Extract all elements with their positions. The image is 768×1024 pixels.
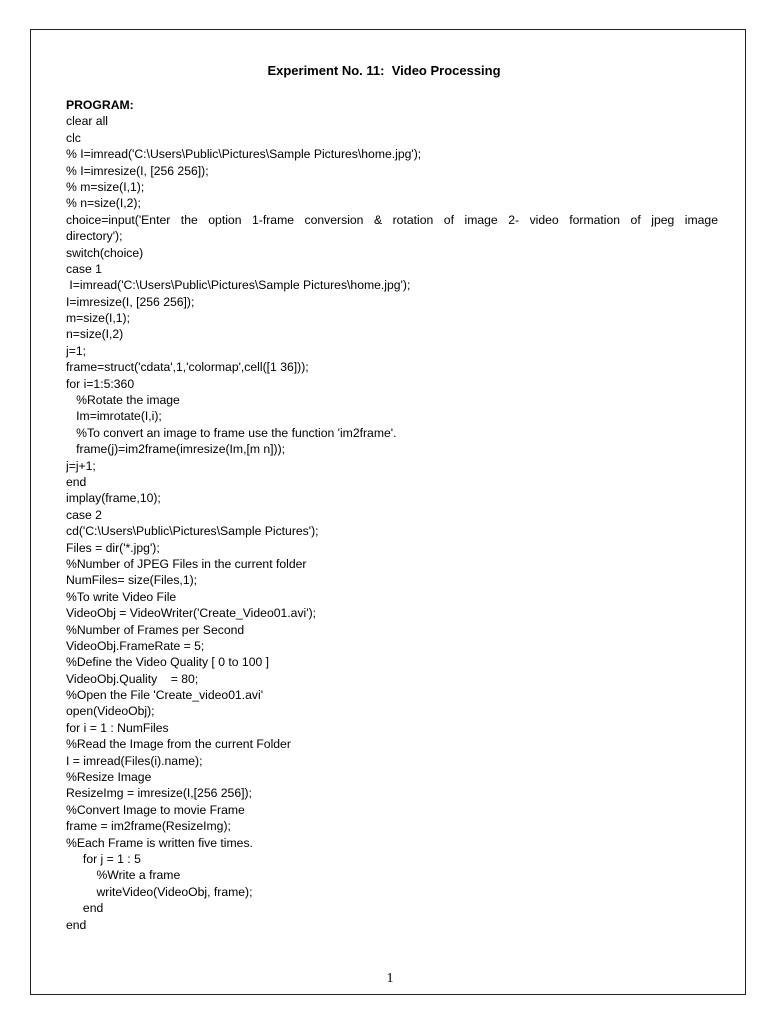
code-line: % m=size(I,1); [66,179,145,194]
code-line: ResizeImg = imresize(I,[256 256]); [66,786,252,801]
code-line: j=1; [66,343,86,358]
code-line: %Number of Frames per Second [66,622,245,637]
code-line: %Define the Video Quality [ 0 to 100 ] [66,655,270,670]
code-line: clear all [66,114,108,129]
program-label: PROGRAM: [66,98,134,112]
code-line: %Read the Image from the current Folder [66,737,291,752]
code-line: cd('C:\Users\Public\Pictures\Sample Pictures'); [66,524,319,539]
code-line: %Write a frame [66,868,181,883]
code-line: end [66,901,104,916]
code-line: frame=struct('cdata',1,'colormap',cell([1 36])); [66,360,309,375]
code-line: implay(frame,10); [66,491,161,506]
code-line: switch(choice) [66,245,144,260]
code-line: frame = im2frame(ResizeImg); [66,819,231,834]
code-line: Im=imrotate(I,i); [66,409,162,424]
code-line: clc [66,130,81,145]
code-line: frame(j)=im2frame(imresize(Im,[m n])); [66,442,286,457]
code-line: % I=imread('C:\Users\Public\Pictures\Sample Pictures\home.jpg'); [66,147,422,162]
code-line: %Convert Image to movie Frame [66,802,245,817]
code-line: Files = dir('*.jpg'); [66,540,160,555]
code-line: %Resize Image [66,770,152,785]
code-line: %Number of JPEG Files in the current folder [66,556,307,571]
code-line: writeVideo(VideoObj, frame); [66,884,253,899]
code-line: end [66,474,87,489]
code-line: % n=size(I,2); [66,196,141,211]
code-line: %Rotate the image [66,393,180,408]
code-line: VideoObj = VideoWriter('Create_Video01.avi'); [66,606,317,621]
code-line: for i = 1 : NumFiles [66,720,169,735]
code-line: m=size(I,1); [66,311,130,326]
code-line: case 2 [66,507,102,522]
code-line: %To write Video File [66,589,177,604]
code-line: %Each Frame is written five times. [66,835,253,850]
page-title: Experiment No. 11: Video Processing [267,63,501,78]
code-line: I = imread(Files(i).name); [66,753,203,768]
code-line: open(VideoObj); [66,704,155,719]
code-line: j=j+1; [66,458,96,473]
code-line: choice=input('Enter the option 1-frame conversion & rotation of image 2- video formation of jpeg image [66,212,718,227]
code-line: %Open the File 'Create_video01.avi' [66,688,264,703]
code-line: for j = 1 : 5 [66,851,141,866]
code-line: %To convert an image to frame use the function 'im2frame'. [66,425,397,440]
code-line: directory'); [66,229,123,244]
page-number: 1 [386,971,394,986]
code-line: end [66,917,87,932]
code-line: for i=1:5:360 [66,376,135,391]
program-listing [66,97,718,933]
code-line: VideoObj.Quality = 80; [66,671,199,686]
code-line: % I=imresize(I, [256 256]); [66,163,209,178]
code-line: I=imread('C:\Users\Public\Pictures\Sample Pictures\home.jpg'); [66,278,411,293]
code-line: n=size(I,2) [66,327,124,342]
code-line: I=imresize(I, [256 256]); [66,294,195,309]
code-line: VideoObj.FrameRate = 5; [66,638,205,653]
code-line: case 1 [66,261,102,276]
code-line: NumFiles= size(Files,1); [66,573,198,588]
